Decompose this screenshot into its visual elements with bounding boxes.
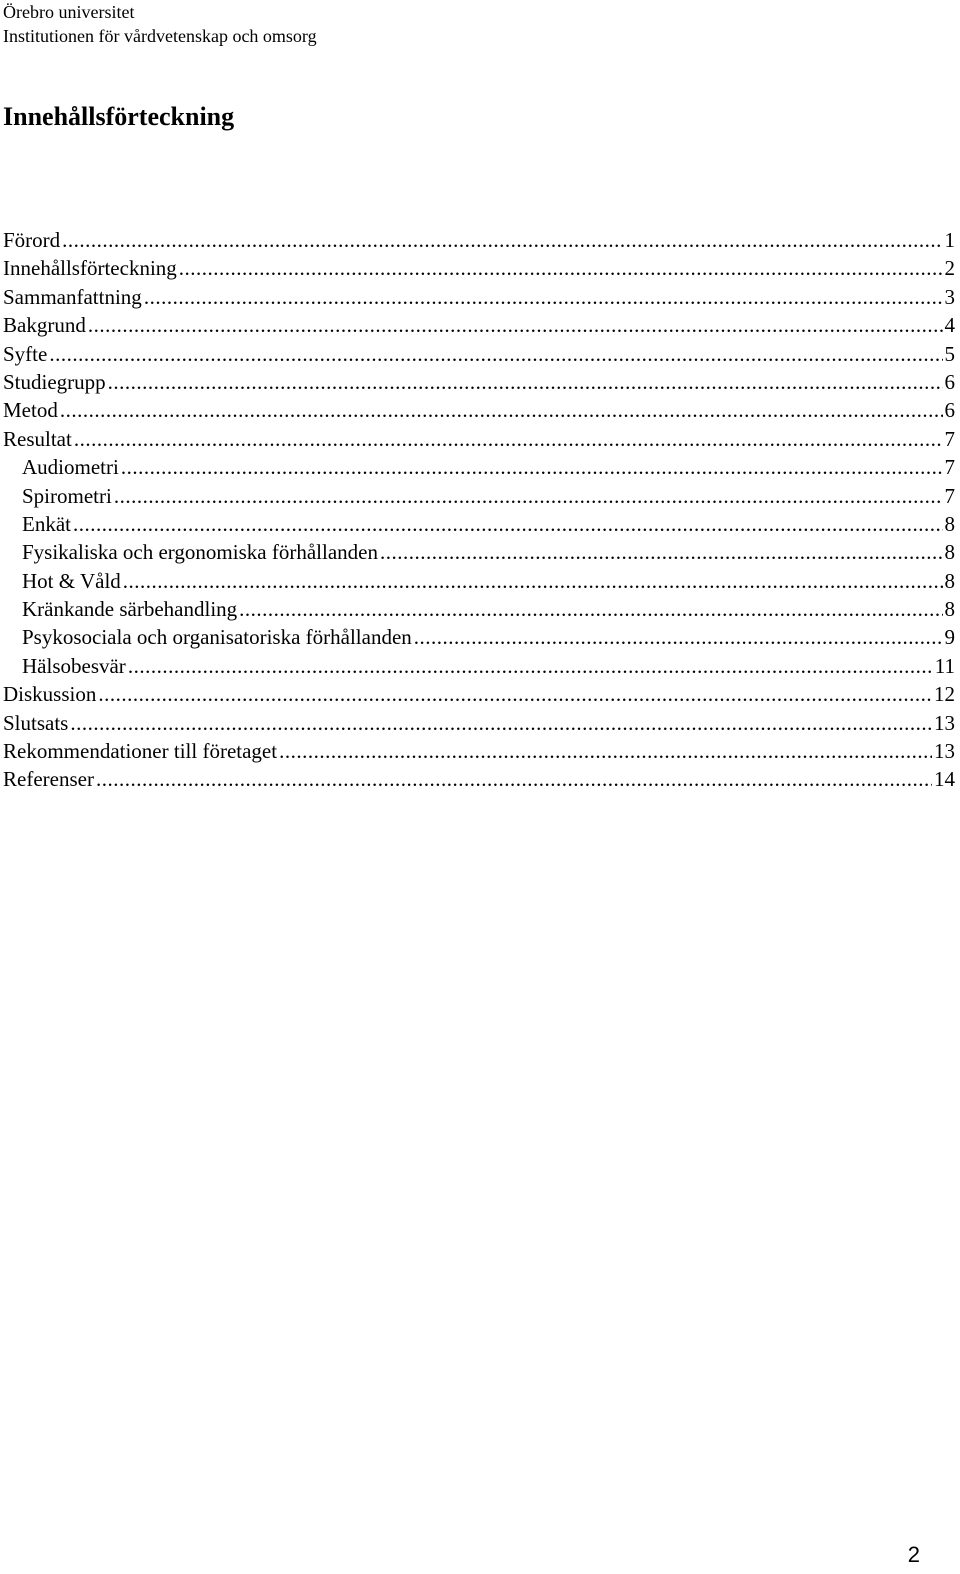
toc-dot-leader bbox=[239, 595, 942, 623]
toc-entry-label: Slutsats bbox=[3, 710, 69, 735]
toc-dot-leader bbox=[279, 737, 932, 765]
toc-entry-hot-vald[interactable] bbox=[3, 567, 955, 595]
toc-dot-leader bbox=[144, 283, 943, 311]
toc-entry-page: 7 bbox=[944, 426, 955, 451]
toc-entry-label: Kränkande särbehandling bbox=[22, 597, 238, 622]
toc-entry-syfte[interactable] bbox=[3, 340, 955, 368]
toc-dot-leader bbox=[73, 510, 943, 538]
toc-dot-leader bbox=[98, 680, 932, 708]
toc-entry-fysikaliska[interactable] bbox=[3, 538, 955, 566]
toc-entry-label: Syfte bbox=[3, 341, 48, 366]
document-header bbox=[3, 0, 317, 48]
toc-dot-leader bbox=[108, 368, 943, 396]
toc-entry-page: 12 bbox=[934, 682, 955, 707]
toc-dot-leader bbox=[60, 396, 943, 424]
toc-dot-leader bbox=[49, 340, 942, 368]
toc-entry-slutsats[interactable] bbox=[3, 709, 955, 737]
toc-entry-label: Spirometri bbox=[22, 483, 112, 508]
toc-entry-sammanfattning[interactable] bbox=[3, 283, 955, 311]
toc-dot-leader bbox=[121, 453, 943, 481]
toc-dot-leader bbox=[123, 567, 943, 595]
toc-entry-label: Rekommendationer till företaget bbox=[3, 739, 278, 764]
toc-entry-label: Studiegrupp bbox=[3, 369, 106, 394]
toc-entry-label: Resultat bbox=[3, 426, 72, 451]
toc-entry-audiometri[interactable] bbox=[3, 453, 955, 481]
toc-entry-label: Innehållsförteckning bbox=[3, 256, 177, 281]
toc-dot-leader bbox=[62, 226, 942, 254]
department-name: Institutionen för vårdvetenskap och omsorg bbox=[3, 26, 317, 46]
table-of-contents bbox=[3, 226, 955, 794]
toc-entry-page: 8 bbox=[944, 568, 955, 593]
toc-entry-label: Diskussion bbox=[3, 682, 97, 707]
toc-entry-rekommendationer[interactable] bbox=[3, 737, 955, 765]
toc-entry-page: 8 bbox=[944, 511, 955, 536]
university-name: Örebro universitet bbox=[3, 2, 135, 22]
toc-entry-label: Audiometri bbox=[22, 455, 119, 480]
toc-title: Innehållsförteckning bbox=[3, 102, 235, 131]
toc-entry-innehallsforteckning[interactable] bbox=[3, 254, 955, 282]
toc-entry-page: 7 bbox=[944, 483, 955, 508]
toc-entry-page: 7 bbox=[944, 455, 955, 480]
toc-entry-psykosociala[interactable] bbox=[3, 623, 955, 651]
toc-entry-page: 1 bbox=[944, 228, 955, 252]
toc-dot-leader bbox=[74, 425, 943, 453]
toc-entry-page: 9 bbox=[944, 625, 955, 650]
page-number: 2 bbox=[907, 1542, 920, 1567]
toc-dot-leader bbox=[380, 538, 943, 566]
toc-entry-halsobesvar[interactable] bbox=[3, 652, 955, 680]
toc-entry-label: Hälsobesvär bbox=[22, 653, 126, 678]
toc-entry-page: 5 bbox=[944, 341, 955, 366]
toc-entry-studiegrupp[interactable] bbox=[3, 368, 955, 396]
toc-entry-page: 11 bbox=[934, 653, 955, 678]
toc-entry-label: Bakgrund bbox=[3, 313, 86, 338]
toc-entry-label: Enkät bbox=[22, 511, 71, 536]
toc-entry-krankande[interactable] bbox=[3, 595, 955, 623]
toc-dot-leader bbox=[70, 709, 932, 737]
toc-entry-page: 8 bbox=[944, 597, 955, 622]
toc-entry-page: 4 bbox=[944, 313, 955, 338]
toc-entry-page: 14 bbox=[934, 767, 955, 792]
toc-dot-leader bbox=[88, 311, 943, 339]
toc-entry-page: 13 bbox=[934, 739, 955, 764]
toc-entry-label: Fysikaliska och ergonomiska förhållanden bbox=[22, 540, 378, 565]
toc-entry-label: Psykosociala och organisatoriska förhållanden bbox=[22, 625, 412, 650]
toc-entry-metod[interactable] bbox=[3, 396, 955, 424]
toc-entry-bakgrund[interactable] bbox=[3, 311, 955, 339]
toc-entry-forord[interactable] bbox=[3, 226, 955, 254]
toc-entry-enkat[interactable] bbox=[3, 510, 955, 538]
toc-dot-leader bbox=[96, 765, 932, 793]
toc-entry-resultat[interactable] bbox=[3, 425, 955, 453]
toc-entry-label: Referenser bbox=[3, 767, 94, 792]
toc-entry-label: Metod bbox=[3, 398, 58, 423]
toc-entry-referenser[interactable] bbox=[3, 765, 955, 793]
toc-entry-label: Hot & Våld bbox=[22, 568, 121, 593]
toc-entry-diskussion[interactable] bbox=[3, 680, 955, 708]
toc-entry-page: 13 bbox=[934, 710, 955, 735]
toc-entry-label: Förord bbox=[3, 228, 61, 252]
toc-entry-page: 8 bbox=[944, 540, 955, 565]
toc-dot-leader bbox=[114, 482, 943, 510]
toc-entry-spirometri[interactable] bbox=[3, 482, 955, 510]
toc-dot-leader bbox=[179, 254, 943, 282]
toc-entry-label: Sammanfattning bbox=[3, 284, 142, 309]
toc-dot-leader bbox=[128, 652, 933, 680]
toc-entry-page: 6 bbox=[944, 369, 955, 394]
toc-entry-page: 3 bbox=[944, 284, 955, 309]
toc-dot-leader bbox=[414, 623, 943, 651]
toc-entry-page: 2 bbox=[944, 256, 955, 281]
toc-entry-page: 6 bbox=[944, 398, 955, 423]
